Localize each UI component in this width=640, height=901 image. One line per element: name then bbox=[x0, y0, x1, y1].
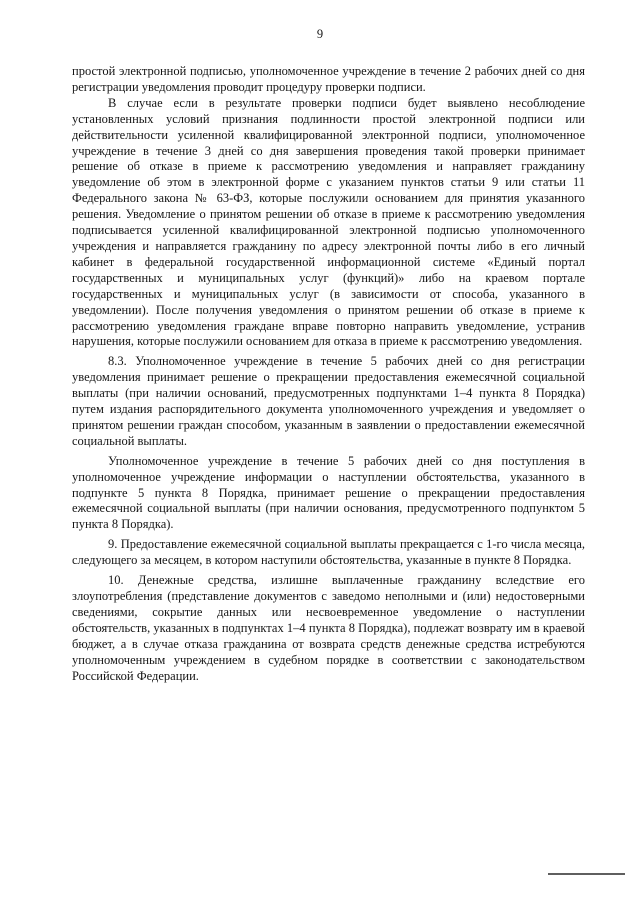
paragraph-10: 10. Денежные средства, излишне выплаченные гражданину вследствие его злоупотребления (представление документов с заведомо неполными и (или) недостоверными сведениями, сокрытие данных или несвоевременное уведомление о наступлении обстоятельств, указанных в подпунктах 1–4 пункта 8 Порядка), подлежат возврату им в краевой бюджет, а в случае отказа гражданина от возврата средств денежные средства истребуются уполномоченным учреждением в судебном порядке в соответствии с законодательством Российской Федерации. bbox=[72, 573, 585, 683]
paragraph-8-3: 8.3. Уполномоченное учреждение в течение 5 рабочих дней со дня регистрации уведомления принимает решение о прекращении предоставления ежемесячной социальной выплаты (при наличии оснований, предусмотренных подпунктами 1–4 пункта 8 Порядка) путем издания распорядительного документа уполномоченного учреждения и уведомляет о принятом решении граждан способом, указанным в заявлении о предоставлении ежемесячной социальной выплаты. bbox=[72, 354, 585, 448]
paragraph-continuation: простой электронной подписью, уполномоченное учреждение в течение 2 рабочих дней со дня регистрации уведомления проводит процедуру проверки подписи. bbox=[72, 64, 585, 94]
page-number: 9 bbox=[316, 27, 324, 41]
paragraph-signature-check-refusal: В случае если в результате проверки подписи будет выявлено несоблюдение установленных условий признания подлинности простой электронной подписи или действительности усиленной квалифицированной электронной подписи, уполномоченное учреждение в течение 3 дней со дня завершения проведения такой проверки принимает решение об отказе в приеме к рассмотрению уведомления и направляет гражданину уведомление об этом в электронной форме с указанием пунктов статьи 9 или статьи 11 Федерального закона № 63-ФЗ, которые послужили основанием для принятия указанного решения. Уведомление о принятом решении об отказе в приеме к рассмотрению уведомления подписывается усиленной квалифицированной электронной подписью уполномоченного учреждения и направляется гражданину по адресу электронной почты либо в его личный кабинет в федеральной государственной информационной системе «Единый портал государственных и муниципальных услуг (функций)» либо на краевом портале государственных и муниципальных услуг (в зависимости от способа, указанного в уведомлении). После получения уведомления о принятом решении об отказе в приеме к рассмотрению уведомления граждане вправе повторно направить уведомление, устранив нарушения, которые послужили основанием для отказа в приеме к рассмотрению уведомления. bbox=[72, 95, 585, 349]
document-body bbox=[72, 64, 585, 684]
paragraph-9: 9. Предоставление ежемесячной социальной выплаты прекращается с 1-го числа месяца, следующего за месяцем, в котором наступили обстоятельства, указанные в пункте 8 Порядка. bbox=[72, 537, 585, 568]
scan-edge-line bbox=[548, 873, 625, 875]
paragraph-termination-info: Уполномоченное учреждение в течение 5 рабочих дней со дня поступления в уполномоченное учреждение информации о наступлении обстоятельства, указанного в подпункте 5 пункта 8 Порядка, принимает решение о прекращении предоставления ежемесячной социальной выплаты (при наличии основания, предусмотренного подпунктом 5 пункта 8 Порядка). bbox=[72, 453, 585, 532]
